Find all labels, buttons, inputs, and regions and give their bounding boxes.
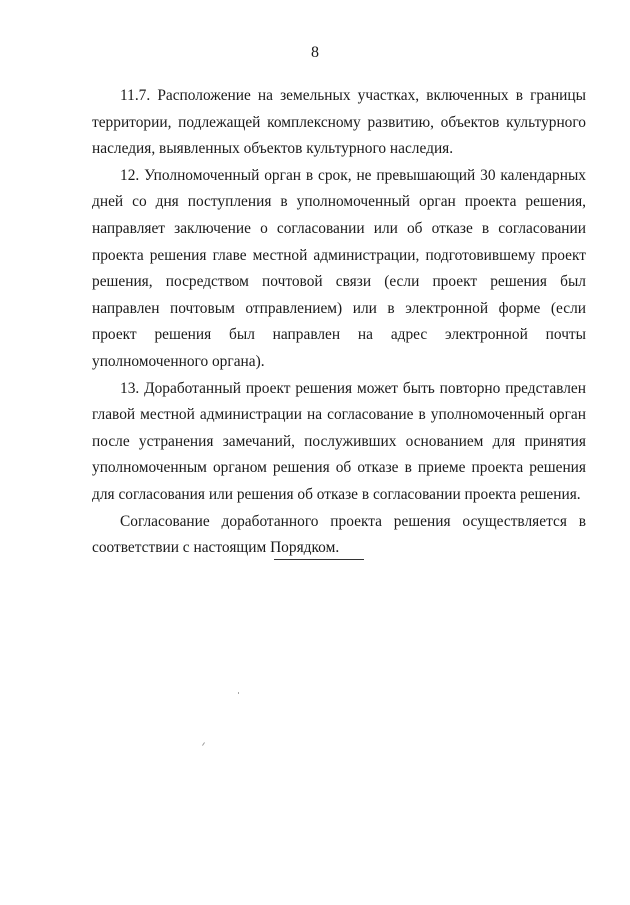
scan-speck xyxy=(238,692,239,694)
paragraph-11-7: 11.7. Расположение на земельных участках, включенных в границы территории, подлежащей комплексному развитию, объектов культурного наследия, выявленных объектов культурного наследия. xyxy=(92,87,586,158)
scan-speck xyxy=(202,742,205,746)
document-body xyxy=(92,83,586,562)
paragraph-12: 12. Уполномоченный орган в срок, не превышающий 30 календарных дней со дня поступления в уполномоченный орган проекта решения, направляет заключение о согласовании или об отказе в согласовании проекта решения главе местной администрации, подготовившему проект решения, посредством почтовой связи (если проект решения был направлен почтовым отправлением) или в электронной форме (если проект решения был направлен на адрес электронной почты уполномоченного органа). xyxy=(92,166,586,370)
page-number: 8 xyxy=(311,44,319,61)
paragraph-approval: Согласование доработанного проекта решения осуществляется в соответствии с настоящим Порядком. xyxy=(92,512,586,557)
end-separator-line xyxy=(274,559,364,560)
paragraph-13: 13. Доработанный проект решения может быть повторно представлен главой местной администрации на согласование в уполномоченный орган после устранения замечаний, послуживших основанием для принятия уполномоченным органом решения об отказе в приеме проекта решения для согласования или решения об отказе в согласовании проекта решения. xyxy=(92,379,586,503)
